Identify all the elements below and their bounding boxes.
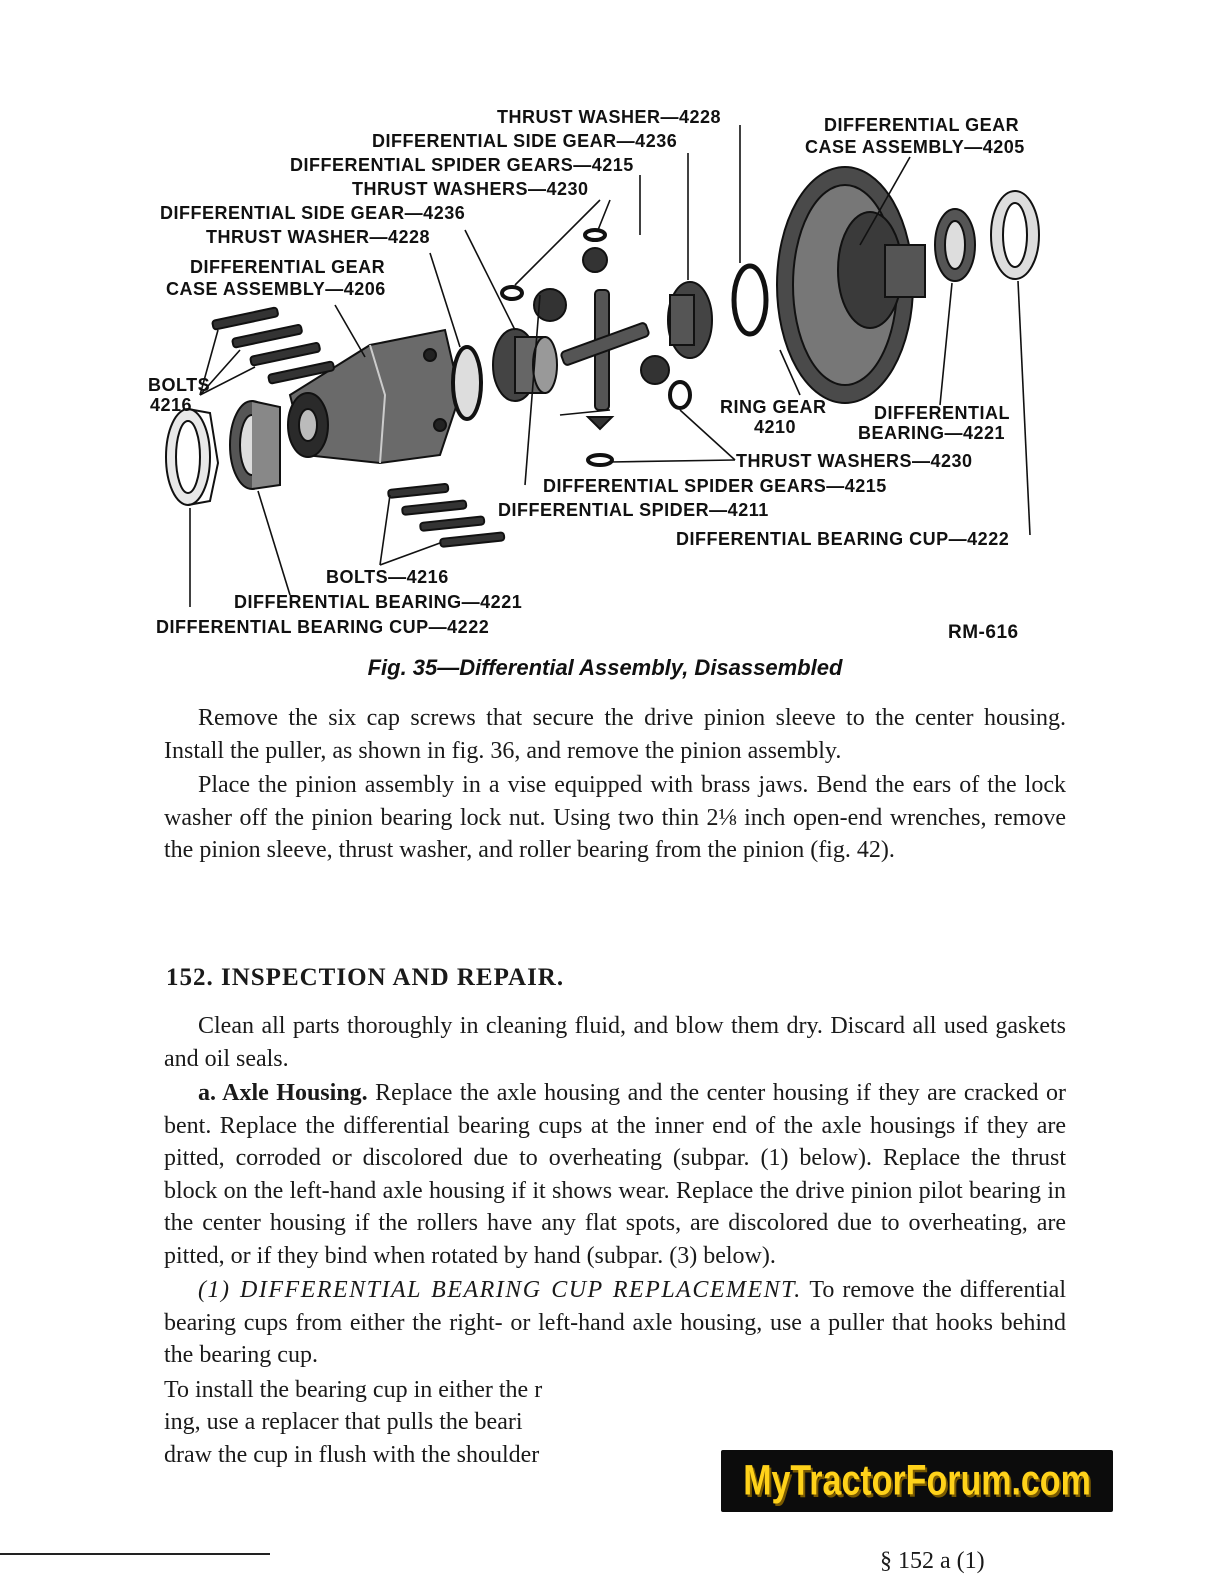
label-gear-case-left-1: DIFFERENTIAL GEAR [190, 257, 386, 277]
watermark-text: MyTractorForum.com [743, 1456, 1091, 1505]
axle-housing-lead: a. Axle Housing. [198, 1080, 368, 1106]
axle-housing-text: Replace the axle housing and the center housing if they are cracked or bent. Replace the differential bearing cups at the inner end of the axle housings if they are pitted, corroded or discolored due to overheating (subpar. (1) below). Replace the thrust block on the left-hand axle housing if it shows wear. Replace the drive pinion pilot bearing in the center housing if the rollers have any flat spots, are discolored due to overheating, are pitted, or if they bind when rotated by hand (subpar. (3) below). [164, 1080, 1066, 1269]
label-gear-case-right-1: DIFFERENTIAL GEAR [824, 115, 1020, 135]
label-diff-bearing-bottom: DIFFERENTIAL BEARING—4221 [234, 592, 523, 612]
left-bearing [230, 401, 280, 489]
label-diff-spider: DIFFERENTIAL SPIDER—4211 [498, 500, 769, 520]
label-side-gear-left: DIFFERENTIAL SIDE GEAR—4236 [160, 203, 466, 223]
label-thrust-washers-top: THRUST WASHERS—4230 [352, 179, 589, 199]
label-spider-gears-bottom: DIFFERENTIAL SPIDER GEARS—4215 [543, 476, 887, 496]
label-spider-gears-top: DIFFERENTIAL SPIDER GEARS—4215 [290, 155, 634, 175]
figure-caption: Fig. 35—Differential Assembly, Disassembled [367, 655, 843, 680]
spider-4211 [560, 290, 649, 410]
right-bearing-cup [991, 191, 1039, 279]
label-gear-case-left-2: CASE ASSEMBLY—4206 [166, 279, 386, 299]
left-bearing-cup [166, 409, 218, 505]
thrust-washer-left [453, 347, 481, 419]
label-bolts-bottom: BOLTS—4216 [326, 567, 449, 587]
paragraph-clean-parts: Clean all parts thoroughly in cleaning fluid, and blow them dry. Discard all used gaskets and oil seals. [164, 1013, 1066, 1072]
figure-ref-code: RM-616 [948, 622, 1019, 643]
label-side-gear-top: DIFFERENTIAL SIDE GEAR—4236 [372, 131, 678, 151]
label-thrust-washer-top: THRUST WASHER—4228 [497, 107, 722, 127]
watermark-banner [721, 1450, 1113, 1512]
bearing-cup-text: To remove the differential bearing cups from either the right- or left-hand axle housing, use a puller that hooks behind the bearing cup. [164, 1277, 1066, 1368]
right-bearing [935, 209, 975, 281]
label-gear-case-right-2: CASE ASSEMBLY—4205 [805, 137, 1025, 157]
label-bolts-left-2: 4216 [150, 395, 193, 415]
side-gear-right [668, 282, 712, 358]
label-bearing-cup-bottom: DIFFERENTIAL BEARING CUP—4222 [156, 617, 490, 637]
paragraph-pinion-vise: Place the pinion assembly in a vise equipped with brass jaws. Bend the ears of the lock washer off the pinion bearing lock nut. Using two thin 2⅛ inch open-end wrenches, remove the pinion sleeve, thrust washer, and roller bearing from the pinion (fig. 42). [164, 772, 1066, 863]
bolts-upper [212, 307, 334, 384]
label-ring-gear-2: 4210 [754, 417, 797, 437]
paragraph-remove-cap-screws: Remove the six cap screws that secure the drive pinion sleeve to the center housing. Install the puller, as shown in fig. 36, and remove the pinion assembly. [164, 705, 1066, 764]
figure-35 [140, 95, 1070, 695]
footer-section-ref: § 152 a (1) [880, 1548, 985, 1574]
label-diff-bearing-right-1: DIFFERENTIAL [874, 403, 1010, 423]
thrust-washer-right [734, 266, 766, 334]
section-heading-152: 152. INSPECTION AND REPAIR. [166, 964, 565, 991]
footer-rule [0, 1553, 270, 1563]
label-bolts-left-1: BOLTS [148, 375, 211, 395]
text-block-inspection [164, 1010, 1066, 1471]
label-thrust-washers-bottom: THRUST WASHERS—4230 [736, 451, 973, 471]
exploded-diagram [140, 95, 1070, 655]
bolts-lower [388, 484, 504, 547]
ring-gear-4210 [777, 167, 925, 403]
side-gear-left [493, 329, 557, 401]
bearing-cup-lead: (1) DIFFERENTIAL BEARING CUP REPLACEMENT. [198, 1277, 802, 1303]
label-bearing-cup-right: DIFFERENTIAL BEARING CUP—4222 [676, 529, 1010, 549]
label-thrust-washer-left: THRUST WASHER—4228 [206, 227, 431, 247]
label-diff-bearing-right-2: BEARING—4221 [858, 423, 1006, 443]
paragraph-bearing-cup-replacement [164, 1274, 1066, 1372]
truncated-line-3: draw the cup in flush with the shoulder [164, 1441, 540, 1468]
truncated-line-2: ing, use a replacer that pulls the beari [164, 1409, 523, 1435]
text-block-top [164, 702, 1066, 869]
paragraph-axle-housing [164, 1077, 1066, 1272]
label-ring-gear-1: RING GEAR [720, 397, 827, 417]
truncated-line-1: To install the bearing cup in either the r [164, 1376, 543, 1403]
